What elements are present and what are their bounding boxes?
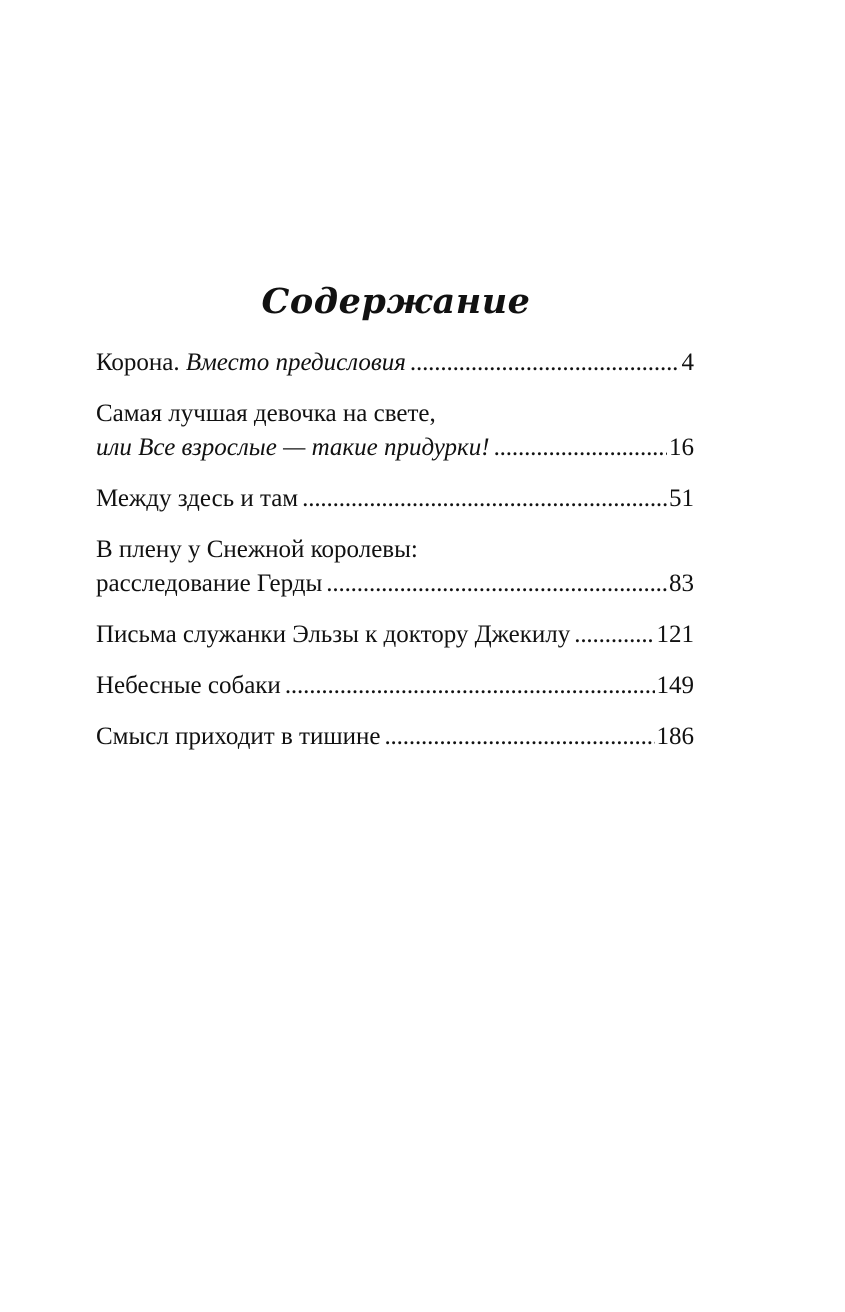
dot-leader (326, 567, 667, 601)
toc-entry-line (96, 618, 694, 652)
toc-title: Содержание (261, 281, 531, 322)
toc-entry-line (96, 720, 694, 754)
dot-leader (384, 720, 654, 754)
page-number: 186 (656, 723, 694, 750)
toc-entry-line (96, 669, 694, 703)
dot-leader (285, 669, 655, 703)
entry-title: Письма служанки Эльзы к доктору Джекилу (96, 621, 571, 648)
toc-entry-4[interactable] (96, 533, 694, 601)
page-number: 149 (656, 672, 694, 699)
entry-subtitle: расследование Герды (96, 570, 323, 597)
entry-title: Между здесь и там (96, 485, 299, 512)
entry-subtitle: или Все взрослые — такие придурки! (96, 434, 490, 461)
page-number: 83 (669, 570, 694, 597)
toc-entry-7[interactable] (96, 720, 694, 754)
toc-entry-2[interactable] (96, 397, 694, 465)
entry-title: В плену у Снежной королевы: (96, 536, 418, 563)
entry-title: Корона. Вместо предисловия (96, 349, 406, 376)
page-number: 16 (669, 434, 694, 461)
dot-leader (494, 431, 667, 465)
toc-entry-3[interactable] (96, 482, 694, 516)
toc-entry-line (96, 533, 694, 567)
dot-leader (574, 618, 654, 652)
dot-leader (302, 482, 667, 516)
page-number: 121 (656, 621, 694, 648)
toc-entry-line (96, 482, 694, 516)
toc-entry-line (96, 567, 694, 601)
entry-title: Небесные собаки (96, 672, 281, 699)
toc-entry-6[interactable] (96, 669, 694, 703)
entry-subtitle: Вместо предисловия (185, 349, 406, 376)
toc-entry-line (96, 346, 694, 380)
table-of-contents (96, 346, 694, 771)
toc-entry-line (96, 431, 694, 465)
toc-entry-5[interactable] (96, 618, 694, 652)
entry-title: Смысл приходит в тишине (96, 723, 381, 750)
entry-title: Самая лучшая девочка на свете, (96, 400, 436, 427)
toc-entry-1[interactable] (96, 346, 694, 380)
page-number: 51 (669, 485, 694, 512)
dot-leader (410, 346, 680, 380)
page-number: 4 (681, 349, 694, 376)
toc-entry-line (96, 397, 694, 431)
